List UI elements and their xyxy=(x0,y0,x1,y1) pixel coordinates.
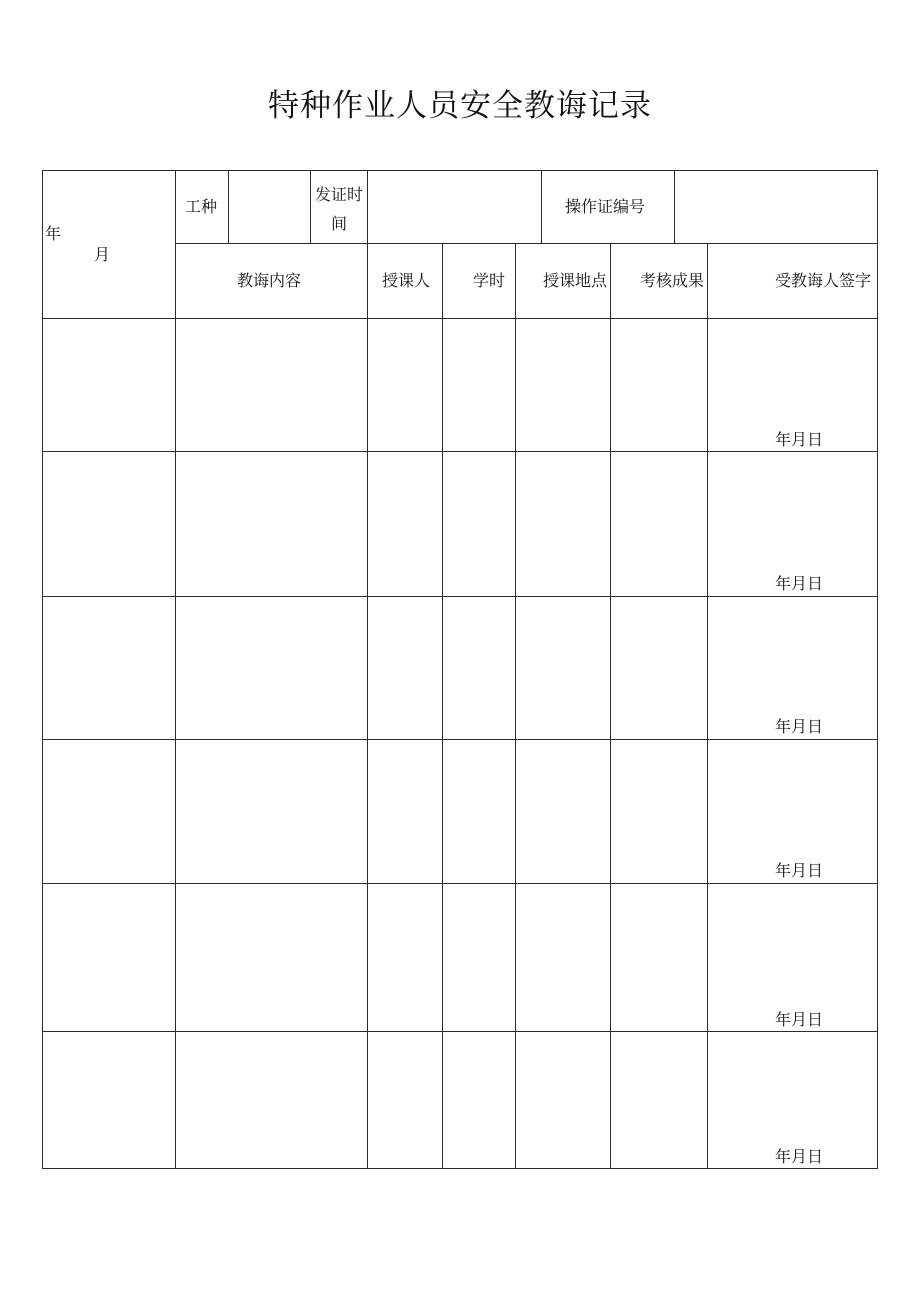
col-header-instructor: 授课人 xyxy=(382,271,431,290)
column-divider xyxy=(707,243,708,1169)
table-border-left xyxy=(42,170,43,1169)
issue-date-label-cont: 间 xyxy=(331,214,348,233)
signature-date-note: 年月日 xyxy=(775,1010,824,1029)
signature-date-note: 年月日 xyxy=(775,861,824,880)
row-divider xyxy=(42,883,878,884)
col-header-result: 考核成果 xyxy=(640,271,705,290)
month-label: 月 xyxy=(94,245,111,264)
issue-date-label: 发证时 xyxy=(315,185,364,204)
col-header-location: 授课地点 xyxy=(543,271,608,290)
column-divider xyxy=(610,243,611,1169)
row-divider xyxy=(42,451,878,452)
form-title: 特种作业人员安全教诲记录 xyxy=(268,88,652,124)
table-border-right xyxy=(877,170,878,1169)
signature-date-note: 年月日 xyxy=(775,717,824,736)
header-divider xyxy=(541,170,542,243)
date-column-divider xyxy=(175,170,176,1169)
year-label: 年 xyxy=(45,224,62,243)
col-header-signature: 受教诲人签字 xyxy=(775,271,872,290)
table-border-bottom xyxy=(42,1168,878,1169)
col-header-content: 教诲内容 xyxy=(237,271,302,290)
signature-date-note: 年月日 xyxy=(775,430,824,449)
signature-date-note: 年月日 xyxy=(775,574,824,593)
header-divider xyxy=(674,170,675,243)
row-divider xyxy=(42,1031,878,1032)
header-row-divider xyxy=(176,243,878,244)
table-border-top xyxy=(42,170,878,171)
signature-date-note: 年月日 xyxy=(775,1147,824,1166)
header-divider xyxy=(228,170,229,243)
header-divider xyxy=(310,170,311,243)
row-divider xyxy=(42,739,878,740)
cert-number-label: 操作证编号 xyxy=(565,197,646,216)
column-divider xyxy=(367,170,368,1169)
column-header-bottom xyxy=(42,318,878,319)
column-divider xyxy=(515,243,516,1169)
column-divider xyxy=(442,243,443,1169)
row-divider xyxy=(42,596,878,597)
col-header-hours: 学时 xyxy=(473,271,506,290)
job-type-label: 工种 xyxy=(185,197,218,216)
